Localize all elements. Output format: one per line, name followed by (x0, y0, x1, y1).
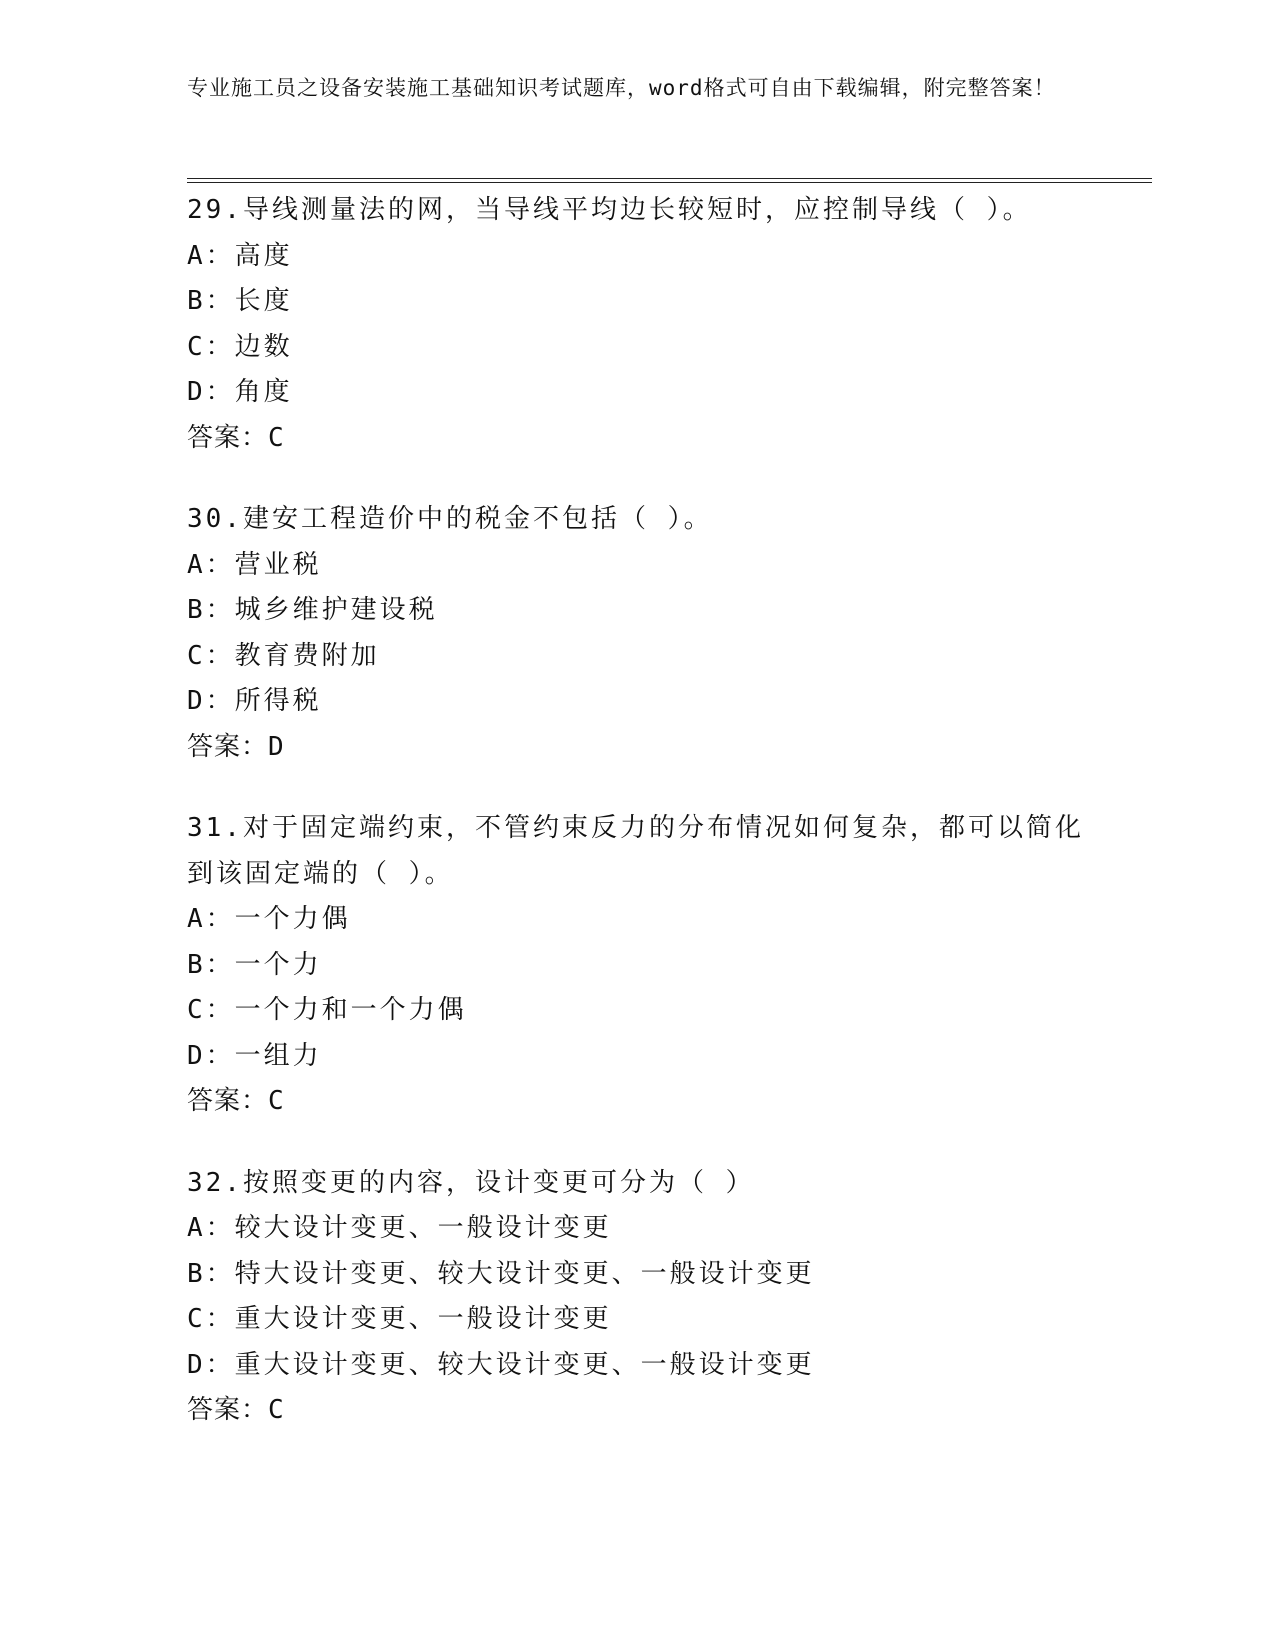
option-b: B：一个力 (187, 949, 322, 980)
question-31 (187, 806, 1087, 1125)
option-d: D：所得税 (187, 686, 322, 716)
question-30 (187, 497, 1087, 770)
header-divider (187, 178, 1152, 183)
question-list (187, 188, 1087, 1470)
question-stem: 30.建安工程造价中的税金不包括（ ）。 (187, 504, 713, 534)
option-c: C：一个力和一个力偶 (187, 995, 467, 1025)
option-d: D：角度 (187, 377, 293, 407)
option-a: A：一个力偶 (187, 904, 351, 934)
document-header: 专业施工员之设备安装施工基础知识考试题库，word格式可自由下载编辑，附完整答案！ (187, 76, 1056, 100)
option-c: C：重大设计变更、一般设计变更 (187, 1304, 612, 1334)
question-stem: 32.按照变更的内容，设计变更可分为（ ） (187, 1167, 755, 1198)
question-stem: 29.导线测量法的网，当导线平均边长较短时，应控制导线（ ）。 (187, 195, 1032, 225)
question-29 (187, 188, 1087, 461)
option-c: C：教育费附加 (187, 640, 380, 671)
option-b: B：特大设计变更、较大设计变更、一般设计变更 (187, 1258, 815, 1289)
answer-line: 答案：C (187, 422, 285, 453)
option-b: B：长度 (187, 286, 293, 316)
option-d: D：重大设计变更、较大设计变更、一般设计变更 (187, 1349, 815, 1380)
option-a: A：高度 (187, 240, 293, 271)
question-stem: 31.对于固定端约束，不管约束反力的分布情况如何复杂，都可以简化到该固定端的（ ）。 (187, 813, 1084, 889)
answer-line: 答案：D (187, 731, 285, 762)
option-a: A：较大设计变更、一般设计变更 (187, 1213, 612, 1243)
answer-line: 答案：C (187, 1086, 285, 1116)
question-32 (187, 1161, 1087, 1434)
option-c: C：边数 (187, 331, 293, 362)
answer-line: 答案：C (187, 1395, 285, 1425)
option-d: D：一组力 (187, 1040, 322, 1071)
option-b: B：城乡维护建设税 (187, 595, 438, 625)
option-a: A：营业税 (187, 549, 322, 580)
